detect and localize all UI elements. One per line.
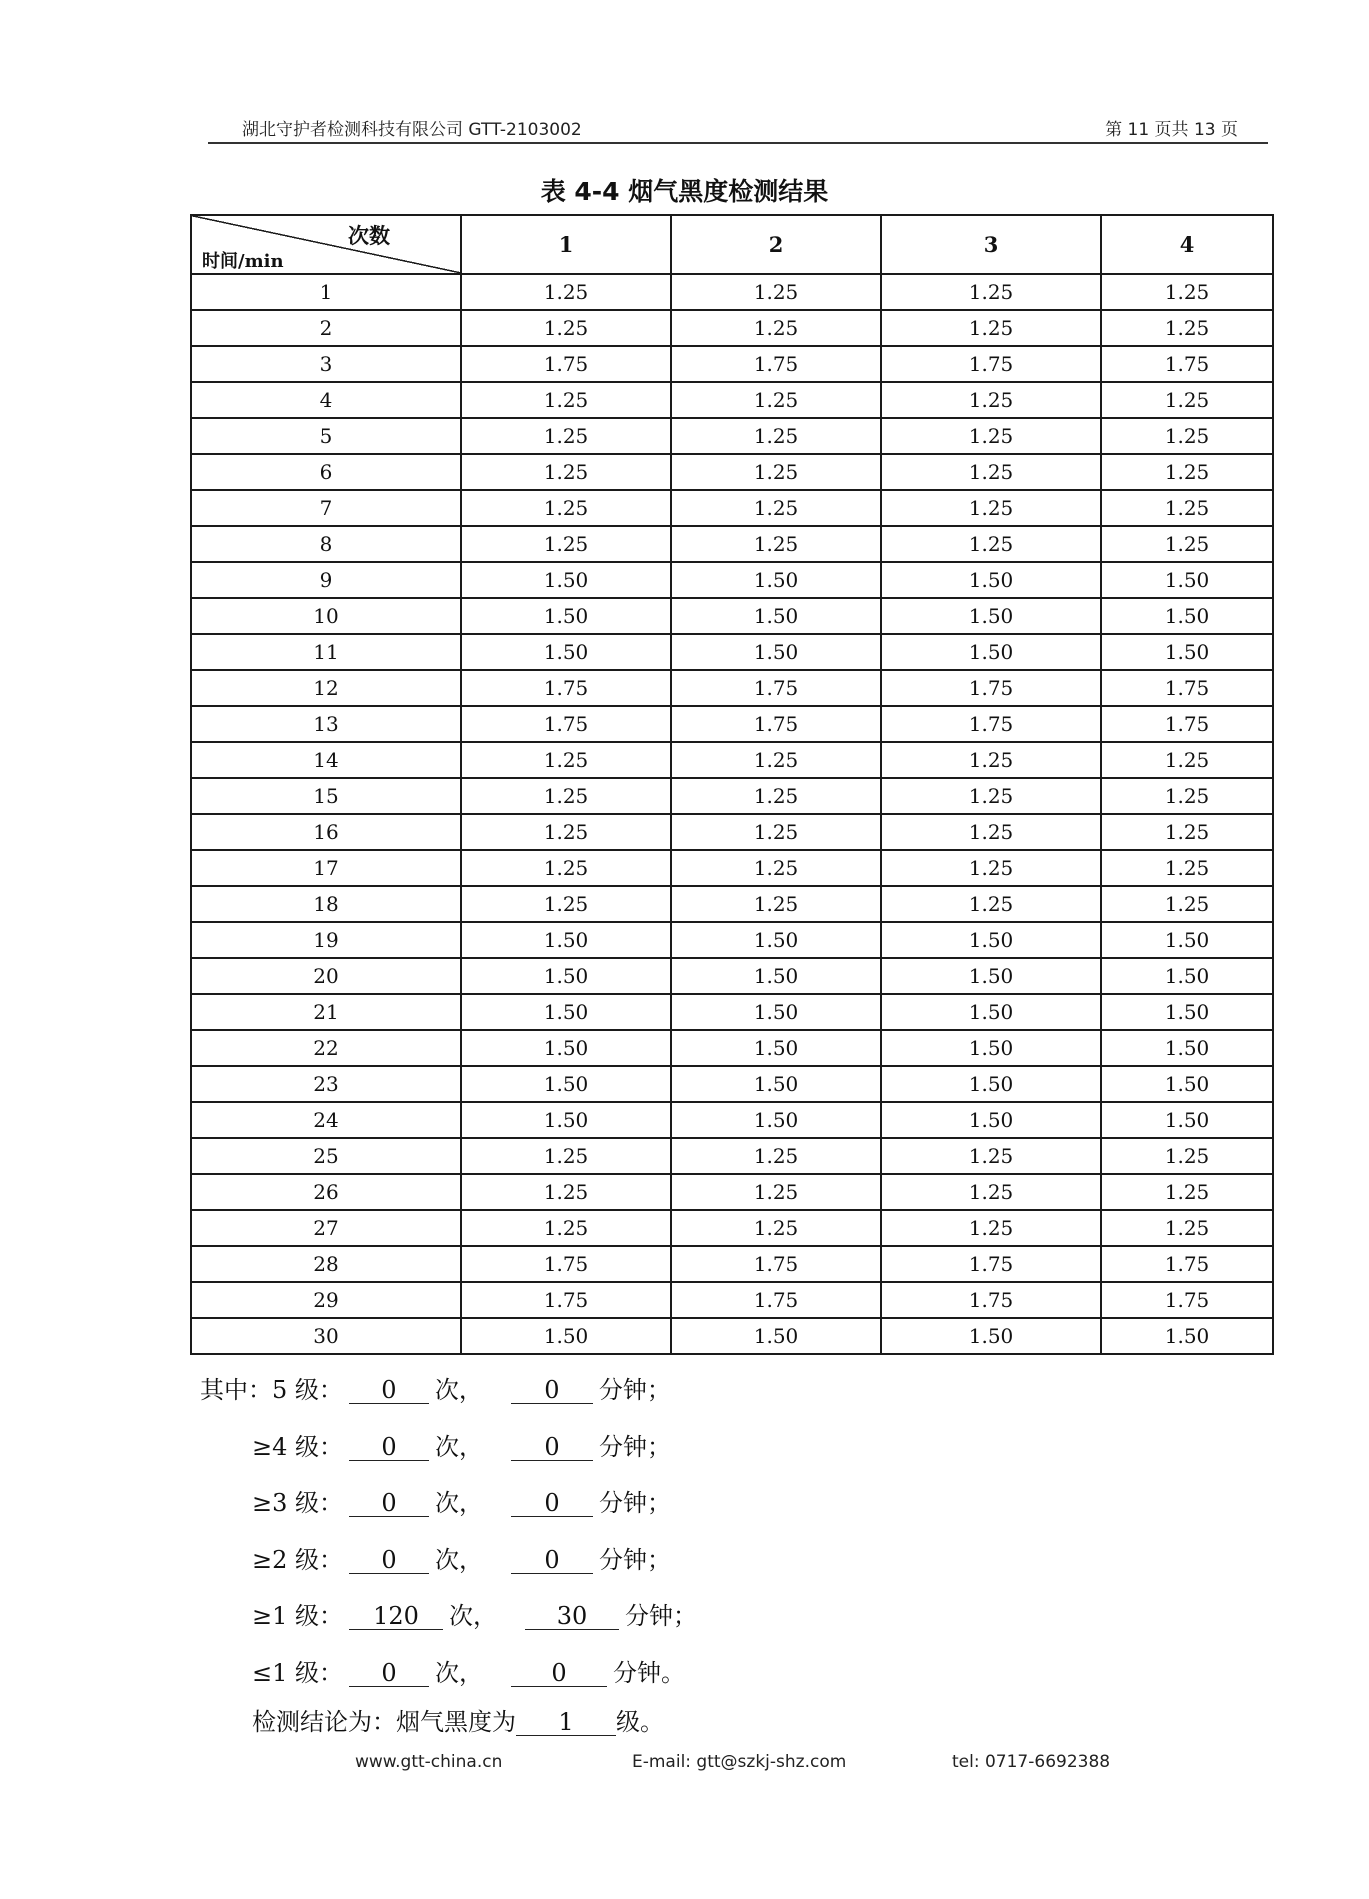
value-cell: 1.25 xyxy=(461,1138,671,1174)
value-cell: 1.50 xyxy=(881,958,1101,994)
summary-minutes-unit: 分钟。 xyxy=(613,1658,686,1687)
time-cell: 17 xyxy=(191,850,461,886)
value-cell: 1.50 xyxy=(671,1066,881,1102)
table-row xyxy=(191,274,1273,310)
time-cell: 14 xyxy=(191,742,461,778)
conclusion-prefix: 检测结论为：烟气黑度为 xyxy=(252,1708,516,1736)
value-cell: 1.25 xyxy=(881,1210,1101,1246)
value-cell: 1.25 xyxy=(1101,814,1273,850)
value-cell: 1.50 xyxy=(671,634,881,670)
summary-grade-label: ≤1 级： xyxy=(252,1658,344,1687)
conclusion-line xyxy=(252,1702,664,1737)
value-cell: 1.25 xyxy=(461,310,671,346)
value-cell: 1.25 xyxy=(881,382,1101,418)
value-cell: 1.50 xyxy=(881,1030,1101,1066)
value-cell: 1.50 xyxy=(461,994,671,1030)
summary-line xyxy=(252,1653,685,1688)
value-cell: 1.50 xyxy=(881,634,1101,670)
value-cell: 1.50 xyxy=(461,1318,671,1354)
time-cell: 9 xyxy=(191,562,461,598)
table-row xyxy=(191,670,1273,706)
value-cell: 1.25 xyxy=(1101,850,1273,886)
column-header: 4 xyxy=(1101,215,1273,274)
value-cell: 1.50 xyxy=(1101,958,1273,994)
value-cell: 1.75 xyxy=(1101,1282,1273,1318)
value-cell: 1.25 xyxy=(881,1174,1101,1210)
value-cell: 1.75 xyxy=(881,346,1101,382)
table-title: 表 4-4 烟气黑度检测结果 xyxy=(540,177,829,206)
table-row xyxy=(191,562,1273,598)
table-row xyxy=(191,742,1273,778)
value-cell: 1.75 xyxy=(461,670,671,706)
value-cell: 1.50 xyxy=(881,598,1101,634)
table-row xyxy=(191,958,1273,994)
time-cell: 29 xyxy=(191,1282,461,1318)
table-row xyxy=(191,1102,1273,1138)
value-cell: 1.50 xyxy=(461,598,671,634)
value-cell: 1.25 xyxy=(461,886,671,922)
value-cell: 1.50 xyxy=(1101,634,1273,670)
value-cell: 1.50 xyxy=(671,1318,881,1354)
value-cell: 1.50 xyxy=(1101,598,1273,634)
value-cell: 1.25 xyxy=(1101,526,1273,562)
time-cell: 22 xyxy=(191,1030,461,1066)
value-cell: 1.50 xyxy=(671,1102,881,1138)
summary-count-unit: 次， xyxy=(435,1489,484,1517)
value-cell: 1.25 xyxy=(881,490,1101,526)
conclusion-suffix: 级。 xyxy=(616,1708,664,1736)
value-cell: 1.50 xyxy=(671,958,881,994)
value-cell: 1.25 xyxy=(1101,778,1273,814)
time-cell: 15 xyxy=(191,778,461,814)
summary-count-unit: 次， xyxy=(435,1545,484,1574)
value-cell: 1.75 xyxy=(461,1282,671,1318)
value-cell: 1.25 xyxy=(881,274,1101,310)
value-cell: 1.75 xyxy=(671,1246,881,1282)
time-cell: 13 xyxy=(191,706,461,742)
summary-minutes: 0 xyxy=(511,1491,593,1517)
table-row xyxy=(191,706,1273,742)
summary-grade-label: ≥4 级： xyxy=(252,1432,344,1461)
summary-minutes-unit: 分钟； xyxy=(598,1376,671,1404)
value-cell: 1.25 xyxy=(671,310,881,346)
value-cell: 1.25 xyxy=(881,886,1101,922)
time-cell: 26 xyxy=(191,1174,461,1210)
summary-count-unit: 次， xyxy=(435,1658,484,1687)
summary-minutes: 0 xyxy=(511,1661,607,1687)
value-cell: 1.25 xyxy=(1101,1138,1273,1174)
value-cell: 1.25 xyxy=(671,526,881,562)
value-cell: 1.50 xyxy=(461,562,671,598)
value-cell: 1.25 xyxy=(881,1138,1101,1174)
footer-email: E-mail: gtt@szkj-shz.com xyxy=(632,1752,847,1772)
value-cell: 1.25 xyxy=(461,454,671,490)
value-cell: 1.50 xyxy=(671,922,881,958)
value-cell: 1.75 xyxy=(461,1246,671,1282)
summary-count: 0 xyxy=(349,1661,429,1687)
value-cell: 1.25 xyxy=(461,274,671,310)
value-cell: 1.50 xyxy=(461,958,671,994)
time-cell: 1 xyxy=(191,274,461,310)
value-cell: 1.75 xyxy=(881,670,1101,706)
value-cell: 1.50 xyxy=(1101,1102,1273,1138)
value-cell: 1.25 xyxy=(881,850,1101,886)
value-cell: 1.50 xyxy=(1101,1066,1273,1102)
time-cell: 11 xyxy=(191,634,461,670)
table-row xyxy=(191,526,1273,562)
summary-minutes-unit: 分钟； xyxy=(599,1432,672,1461)
value-cell: 1.75 xyxy=(671,670,881,706)
corner-bottom-label: 时间/min xyxy=(202,251,284,272)
column-header: 2 xyxy=(671,215,881,274)
value-cell: 1.25 xyxy=(881,418,1101,454)
value-cell: 1.50 xyxy=(671,598,881,634)
value-cell: 1.50 xyxy=(1101,1318,1273,1354)
conclusion-value: 1 xyxy=(516,1710,616,1736)
table-row xyxy=(191,1210,1273,1246)
value-cell: 1.50 xyxy=(1101,1030,1273,1066)
value-cell: 1.25 xyxy=(461,1174,671,1210)
value-cell: 1.25 xyxy=(671,1138,881,1174)
value-cell: 1.25 xyxy=(1101,454,1273,490)
summary-line xyxy=(252,1596,697,1631)
value-cell: 1.75 xyxy=(1101,706,1273,742)
time-cell: 3 xyxy=(191,346,461,382)
summary-count: 0 xyxy=(349,1548,429,1574)
value-cell: 1.25 xyxy=(671,814,881,850)
value-cell: 1.25 xyxy=(671,274,881,310)
value-cell: 1.25 xyxy=(1101,310,1273,346)
table-row xyxy=(191,1282,1273,1318)
table-row xyxy=(191,922,1273,958)
value-cell: 1.25 xyxy=(671,778,881,814)
value-cell: 1.50 xyxy=(671,994,881,1030)
value-cell: 1.75 xyxy=(671,706,881,742)
value-cell: 1.25 xyxy=(1101,742,1273,778)
value-cell: 1.25 xyxy=(671,382,881,418)
value-cell: 1.25 xyxy=(1101,490,1273,526)
summary-minutes-unit: 分钟； xyxy=(625,1602,698,1630)
value-cell: 1.50 xyxy=(1101,994,1273,1030)
value-cell: 1.25 xyxy=(671,418,881,454)
value-cell: 1.25 xyxy=(881,778,1101,814)
summary-line xyxy=(200,1370,671,1405)
column-header: 3 xyxy=(881,215,1101,274)
summary-count-unit: 次， xyxy=(434,1376,483,1404)
time-cell: 6 xyxy=(191,454,461,490)
table-row xyxy=(191,1318,1273,1354)
summary-minutes: 30 xyxy=(525,1604,619,1630)
summary-minutes-unit: 分钟； xyxy=(599,1489,672,1517)
value-cell: 1.25 xyxy=(881,454,1101,490)
value-cell: 1.50 xyxy=(671,562,881,598)
value-cell: 1.50 xyxy=(461,1030,671,1066)
time-cell: 8 xyxy=(191,526,461,562)
summary-line xyxy=(252,1427,671,1462)
value-cell: 1.50 xyxy=(461,1066,671,1102)
table-row xyxy=(191,418,1273,454)
value-cell: 1.50 xyxy=(1101,922,1273,958)
table-row xyxy=(191,886,1273,922)
value-cell: 1.50 xyxy=(1101,562,1273,598)
value-cell: 1.75 xyxy=(881,706,1101,742)
value-cell: 1.25 xyxy=(671,490,881,526)
summary-count: 0 xyxy=(349,1378,429,1404)
value-cell: 1.25 xyxy=(671,886,881,922)
summary-count: 0 xyxy=(349,1435,429,1461)
time-cell: 20 xyxy=(191,958,461,994)
table-row xyxy=(191,454,1273,490)
value-cell: 1.50 xyxy=(881,1318,1101,1354)
summary-grade-label: 其中：5 级： xyxy=(200,1376,343,1404)
value-cell: 1.25 xyxy=(461,850,671,886)
value-cell: 1.50 xyxy=(881,1102,1101,1138)
time-cell: 27 xyxy=(191,1210,461,1246)
value-cell: 1.25 xyxy=(1101,1210,1273,1246)
value-cell: 1.50 xyxy=(881,922,1101,958)
value-cell: 1.25 xyxy=(671,1210,881,1246)
summary-count-unit: 次， xyxy=(435,1432,484,1461)
value-cell: 1.25 xyxy=(671,742,881,778)
summary-minutes: 0 xyxy=(511,1378,593,1404)
table-row xyxy=(191,1174,1273,1210)
table-row xyxy=(191,1246,1273,1282)
value-cell: 1.50 xyxy=(671,1030,881,1066)
header-company: 湖北守护者检测科技有限公司 GTT-2103002 xyxy=(242,120,582,140)
time-cell: 4 xyxy=(191,382,461,418)
value-cell: 1.25 xyxy=(1101,1174,1273,1210)
table-row xyxy=(191,382,1273,418)
footer-website: www.gtt-china.cn xyxy=(355,1752,503,1772)
table-row xyxy=(191,994,1273,1030)
summary-line xyxy=(252,1483,671,1518)
value-cell: 1.25 xyxy=(671,454,881,490)
table-row xyxy=(191,598,1273,634)
summary-count: 0 xyxy=(349,1491,429,1517)
value-cell: 1.25 xyxy=(1101,418,1273,454)
value-cell: 1.75 xyxy=(881,1282,1101,1318)
summary-grade-label: ≥1 级： xyxy=(252,1602,344,1630)
value-cell: 1.50 xyxy=(881,562,1101,598)
time-cell: 5 xyxy=(191,418,461,454)
value-cell: 1.25 xyxy=(461,418,671,454)
value-cell: 1.25 xyxy=(881,742,1101,778)
value-cell: 1.50 xyxy=(461,1102,671,1138)
value-cell: 1.25 xyxy=(461,778,671,814)
value-cell: 1.25 xyxy=(881,310,1101,346)
time-cell: 24 xyxy=(191,1102,461,1138)
table-row xyxy=(191,1066,1273,1102)
column-header: 1 xyxy=(461,215,671,274)
header-page-number: 第 11 页共 13 页 xyxy=(1105,120,1238,140)
corner-top-label: 次数 xyxy=(348,223,390,248)
smoke-blackness-table xyxy=(190,214,1274,1355)
time-cell: 7 xyxy=(191,490,461,526)
table-row xyxy=(191,310,1273,346)
summary-minutes-unit: 分钟； xyxy=(599,1545,672,1574)
value-cell: 1.75 xyxy=(671,346,881,382)
value-cell: 1.50 xyxy=(881,1066,1101,1102)
table-header-row xyxy=(191,215,1273,274)
value-cell: 1.75 xyxy=(461,346,671,382)
time-cell: 30 xyxy=(191,1318,461,1354)
table-row xyxy=(191,1138,1273,1174)
summary-grade-label: ≥3 级： xyxy=(252,1489,344,1517)
table-row xyxy=(191,634,1273,670)
time-cell: 21 xyxy=(191,994,461,1030)
time-cell: 25 xyxy=(191,1138,461,1174)
value-cell: 1.75 xyxy=(461,706,671,742)
summary-count: 120 xyxy=(349,1604,443,1630)
time-cell: 16 xyxy=(191,814,461,850)
value-cell: 1.25 xyxy=(461,814,671,850)
value-cell: 1.25 xyxy=(461,1210,671,1246)
value-cell: 1.25 xyxy=(461,526,671,562)
corner-header xyxy=(191,215,461,274)
value-cell: 1.25 xyxy=(1101,274,1273,310)
table-row xyxy=(191,850,1273,886)
value-cell: 1.25 xyxy=(881,526,1101,562)
summary-line xyxy=(252,1540,671,1575)
time-cell: 23 xyxy=(191,1066,461,1102)
table-row xyxy=(191,1030,1273,1066)
value-cell: 1.25 xyxy=(1101,886,1273,922)
value-cell: 1.25 xyxy=(671,1174,881,1210)
value-cell: 1.75 xyxy=(1101,670,1273,706)
value-cell: 1.25 xyxy=(461,742,671,778)
value-cell: 1.50 xyxy=(461,634,671,670)
summary-grade-label: ≥2 级： xyxy=(252,1545,344,1574)
time-cell: 10 xyxy=(191,598,461,634)
value-cell: 1.50 xyxy=(461,922,671,958)
summary-minutes: 0 xyxy=(511,1435,593,1461)
time-cell: 2 xyxy=(191,310,461,346)
summary-count-unit: 次， xyxy=(449,1602,498,1630)
value-cell: 1.25 xyxy=(461,382,671,418)
value-cell: 1.50 xyxy=(881,994,1101,1030)
value-cell: 1.25 xyxy=(461,490,671,526)
time-cell: 19 xyxy=(191,922,461,958)
value-cell: 1.25 xyxy=(1101,382,1273,418)
value-cell: 1.75 xyxy=(1101,346,1273,382)
value-cell: 1.75 xyxy=(1101,1246,1273,1282)
summary-minutes: 0 xyxy=(511,1548,593,1574)
footer-tel: tel: 0717-6692388 xyxy=(952,1752,1111,1772)
table-row xyxy=(191,778,1273,814)
time-cell: 18 xyxy=(191,886,461,922)
value-cell: 1.25 xyxy=(881,814,1101,850)
time-cell: 28 xyxy=(191,1246,461,1282)
table-row xyxy=(191,346,1273,382)
time-cell: 12 xyxy=(191,670,461,706)
value-cell: 1.75 xyxy=(671,1282,881,1318)
table-row xyxy=(191,490,1273,526)
table-row xyxy=(191,814,1273,850)
value-cell: 1.75 xyxy=(881,1246,1101,1282)
value-cell: 1.25 xyxy=(671,850,881,886)
page-header xyxy=(208,112,1268,144)
